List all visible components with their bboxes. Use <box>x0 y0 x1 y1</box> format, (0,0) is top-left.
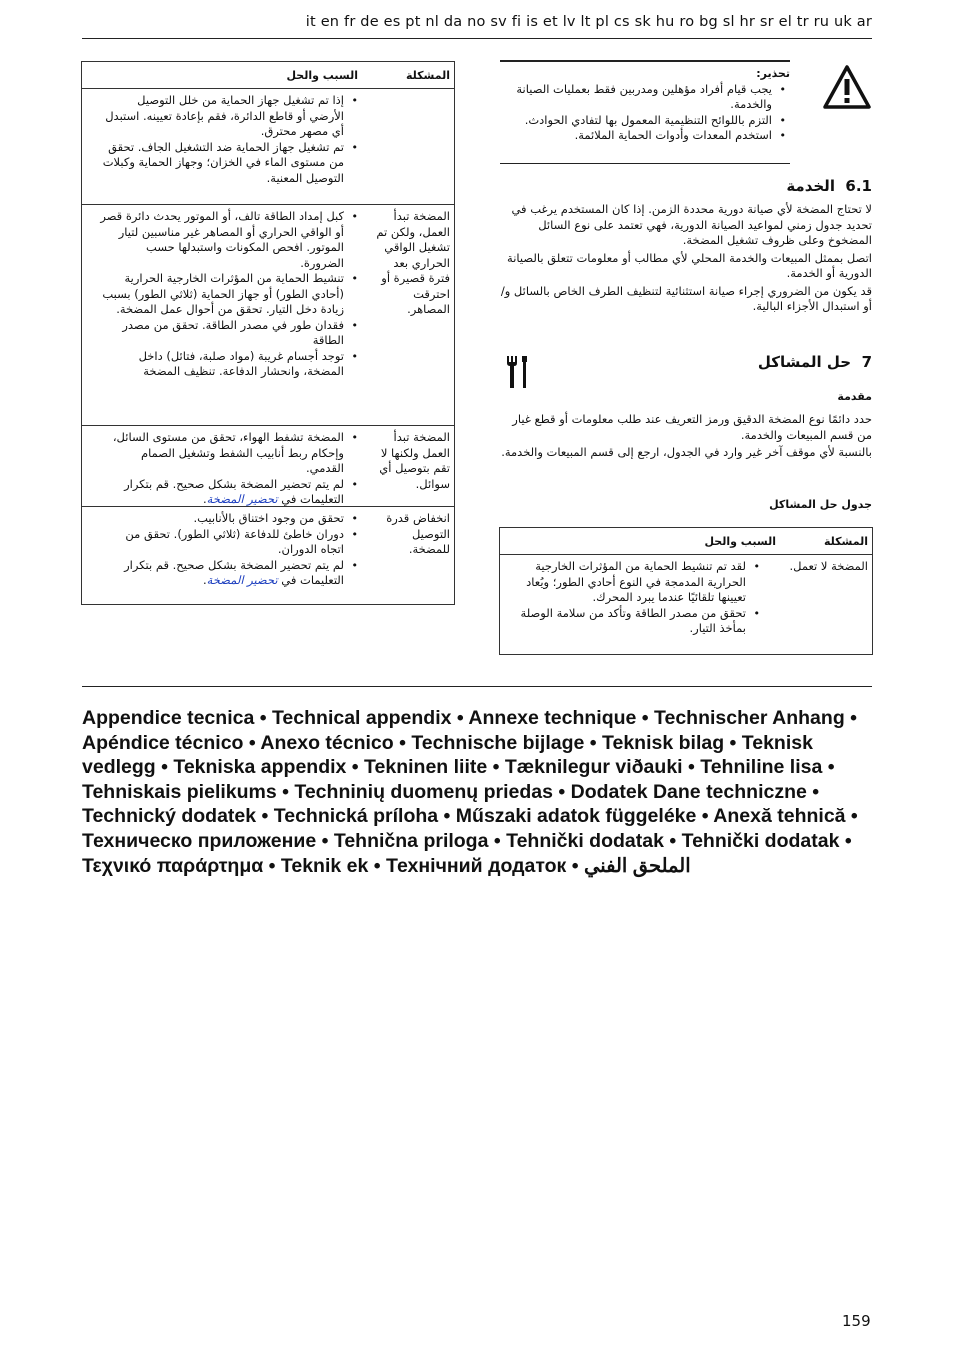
paragraph: قد يكون من الضروري إجراء صيانة استثنائية لتنظيف الطرف الخاص بالسائل و/أو استبدال الأجزاء البالية. <box>500 283 872 313</box>
solution-item: • المضخة تشفط الهواء، تحقق من مستوى السائل، وإحكام ربط أنابيب الشفط وتشغيل الصمام القدمي. <box>100 430 362 477</box>
section-number: 7 <box>861 353 872 371</box>
section-6-1-heading <box>500 177 872 195</box>
solution-list <box>100 511 362 589</box>
problem-cell: انخفاض قدرة التوصيل للمضخة. <box>386 511 450 556</box>
section-title: حل المشاكل <box>757 353 852 371</box>
service-body <box>500 202 872 315</box>
col-problem-header: المشكلة <box>405 69 450 82</box>
language-codes: it en fr de es pt nl da no sv fi is et lv lt pl cs sk hu ro bg sl hr sr el tr ru uk ar <box>305 14 872 30</box>
problem-cell: المضخة تبدأ العمل ولكنها لا تقم بتوصيل أي سوائل. <box>379 430 450 491</box>
section-7-heading <box>540 353 872 371</box>
section-title: الخدمة <box>786 177 835 195</box>
priming-link[interactable]: تحضير المضخة <box>206 492 278 506</box>
wrench-screwdriver-icon <box>504 354 530 390</box>
troubleshooting-body <box>500 412 872 461</box>
priming-link[interactable]: تحضير المضخة <box>206 573 278 587</box>
warning-top-rule <box>500 60 790 62</box>
solution-item: • لم يتم تحضير المضخة بشكل صحيح. قم بتكرار التعليمات في تحضير المضخة. <box>100 477 362 508</box>
appendix-title: Appendice tecnica • Technical appendix • Annexe technique • Technischer Anhang • Apéndice técnico • Anexo técnico • Technische bijlage • Teknisk bilag • Teknisk vedlegg • Tekniska appendix • Tekninen liite • Tæknilegur viðauki • Tehniline lisa • Tehniskais pielikums • Techninių duomenų priedas • Dodatek Dane techniczne • Technický dodatek • Technická príloha • Műszaki adatok függeléke • Anexă tehnică • Техническо приложение • Tehnična priloga • Tehnički dodatak • Tehnički dodatak • Τεχνικό παράρτημα • Teknik ek • Технічний додаток • الملحق الفني <box>82 707 858 877</box>
table-header <box>82 62 454 89</box>
problem-cell: المضخة لا تعمل. <box>789 559 868 573</box>
warning-block <box>500 66 790 144</box>
warning-item: • يجب قيام أفراد مؤهلين ومدربين فقط بعمليات الصيانة والخدمة. <box>500 82 790 113</box>
warning-icon <box>822 64 872 110</box>
header-divider <box>82 38 872 39</box>
solution-list <box>100 209 362 380</box>
problem-cell: المضخة تبدأ العمل، ولكن تم تشغيل الواقي الحراري بعد فترة قصيرة أو احترقت المصاهر. <box>376 209 450 316</box>
warning-list <box>500 82 790 144</box>
solution-item: • تم تشغيل جهاز الحماية ضد التشغيل الجاف. تحقق من مستوى الماء في الخزان؛ وجهاز الحماية وكبلات التوصيل المعنية. <box>100 140 362 187</box>
intro-heading: مقدمة <box>837 390 872 403</box>
solution-item: • لم يتم تحضير المضخة بشكل صحيح. قم بتكرار التعليمات في تحضير المضخة. <box>100 558 362 589</box>
col-solution-header: السبب والحل <box>704 535 776 548</box>
solution-item: • تحقق من وجود اختناق بالأنابيب. <box>100 511 362 527</box>
warning-bottom-rule <box>500 163 790 164</box>
solution-item: • كبل إمداد الطاقة تالف، أو الموتور يحدث دائرة قصر أو الواقي الحراري أو المصاهر غير مناسبين لتيار الموتور. افحص المكونات واستبدلها حسب الضرورة. <box>100 209 362 271</box>
solution-item: • إذا تم تشغيل جهاز الحماية من خلل التوصيل الأرضي أو قاطع الدائرة، فقم بإعادة تعيينه. استبدل أي مصهر محترق. <box>100 93 362 140</box>
solution-list <box>514 559 764 637</box>
paragraph: حدد دائمًا نوع المضخة الدقيق ورمز التعريف عند طلب معلومات أو قطع غيار من قسم المبيعات والخدمة. <box>512 412 872 442</box>
table-row <box>500 555 872 654</box>
troubleshooting-table-left <box>81 61 455 605</box>
table-row <box>82 426 454 507</box>
warning-item: • استخدم المعدات وأدوات الحماية الملائمة. <box>500 128 790 144</box>
solution-text: لم يتم تحضير المضخة بشكل صحيح. قم بتكرار التعليمات في <box>124 557 344 587</box>
solution-list <box>100 430 362 508</box>
table-header <box>500 528 872 555</box>
solution-text: لم يتم تحضير المضخة بشكل صحيح. قم بتكرار التعليمات في <box>124 476 344 506</box>
section-divider <box>82 686 872 687</box>
col-problem-header: المشكلة <box>823 535 868 548</box>
page-number: 159 <box>842 1312 871 1330</box>
solution-list <box>100 93 362 186</box>
solution-item: • فقدان طور في مصدر الطاقة. تحقق من مصدر الطاقة <box>100 318 362 349</box>
solution-item: • دوران خاطئ للدفاعة (ثلاثي الطور). تحقق من اتجاه الدوران. <box>100 527 362 558</box>
section-number: 6.1 <box>845 177 872 195</box>
solution-item: • لقد تم تنشيط الحماية من المؤثرات الخارجية الحرارية المدمجة في النوع أحادي الطور؛ ويُعاد تعيينها تلقائيًا عندما يبرد المحرك. <box>514 559 764 606</box>
table-row <box>82 507 454 605</box>
paragraph: اتصل بممثل المبيعات والخدمة المحلي لأي مطالب أو معلومات تتعلق بالصيانة الدورية أو الخدمة. <box>507 250 872 280</box>
solution-item: • توجد أجسام غريبة (مواد صلبة، فتائل) داخل المضخة، وانحشار الدفاعة. تنظيف المضخة <box>100 349 362 380</box>
paragraph: بالنسبة لأي موقف آخر غير وارد في الجدول، ارجع إلى قسم المبيعات والخدمة. <box>501 445 872 459</box>
table-heading: جدول حل المشاكل <box>769 498 872 511</box>
paragraph: لا تحتاج المضخة لأي صيانة دورية محددة الزمن. إذا كان المستخدم يرغب في تحديد جدول زمني لمواعيد الصيانة الدورية، فهي تعتمد على نوع السائل المضخوخ وعلى ظروف تشغيل المضخة. <box>511 202 872 247</box>
col-solution-header: السبب والحل <box>286 69 358 82</box>
warning-title: تحذير: <box>756 67 790 80</box>
solution-item: • تنشيط الحماية من المؤثرات الخارجية الحرارية (أحادي الطور) أو جهاز الحماية (ثلاثي الطور) بسبب زيادة دخل التيار. تحقق من أحوال عمل المضخة. <box>100 271 362 318</box>
solution-item: • تحقق من مصدر الطاقة وتأكد من سلامة الوصلة بمأخذ التيار. <box>514 606 764 637</box>
troubleshooting-table-right <box>499 527 873 655</box>
table-row <box>82 205 454 426</box>
table-row <box>82 89 454 205</box>
warning-item: • التزم باللوائح التنظيمية المعمول بها لتفادي الحوادث. <box>500 113 790 129</box>
